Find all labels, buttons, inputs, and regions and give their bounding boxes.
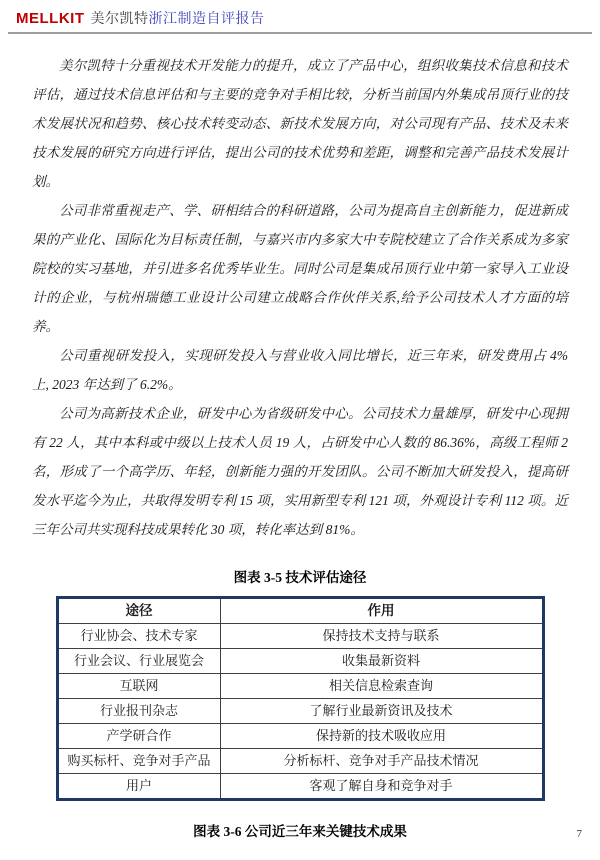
- table-cell: 保持技术支持与联系: [220, 624, 543, 649]
- table-cell: 行业会议、行业展览会: [57, 649, 220, 674]
- page-header: [8, 0, 592, 34]
- evaluation-channels-table: [56, 596, 545, 801]
- table-cell: 了解行业最新资讯及技术: [220, 699, 543, 724]
- table-caption-3-5: 图表 3-5 技术评估途径: [233, 570, 367, 585]
- table-cell: 相关信息检索查询: [220, 674, 543, 699]
- table-row: [57, 724, 543, 749]
- table-cell: 客观了解自身和竞争对手: [220, 774, 543, 800]
- table-cell: 行业协会、技术专家: [57, 624, 220, 649]
- table-cell: 互联网: [57, 674, 220, 699]
- body-paragraph-3: 公司重视研发投入，实现研发投入与营业收入同比增长，近三年来，研发费用占 4%上, 2023 年达到了 6.2%。: [32, 348, 568, 392]
- body-paragraph-1: 美尔凯特十分重视技术开发能力的提升，成立了产品中心，组织收集技术信息和技术评估，通过技术信息评估和与主要的竞争对手相比较，分析当前国内外集成吊顶行业的技术发展状况和趋势、核心技术转变动态、新技术发展方向，对公司现有产品、技术及未来技术发展的研究方向进行评估，提出公司的技术优势和差距，调整和完善产品技术发展计划。: [32, 58, 568, 189]
- page-number: 7: [576, 828, 582, 840]
- table-cell: 分析标杆、竞争对手产品技术情况: [220, 749, 543, 774]
- header-title-name: 美尔凯特: [90, 12, 149, 27]
- table-header-row: [57, 598, 543, 624]
- table-row: [57, 674, 543, 699]
- column-header-function: 作用: [220, 598, 543, 624]
- brand-logo-text: MELLKIT: [16, 10, 85, 27]
- table-row: [57, 624, 543, 649]
- table-cell: 用户: [57, 774, 220, 800]
- table-row: [57, 749, 543, 774]
- body-paragraph-2: 公司非常重视走产、学、研相结合的科研道路，公司为提高自主创新能力，促进新成果的产业化、国际化为目标责任制，与嘉兴市内多家大中专院校建立了合作关系成为多家院校的实习基地，并引进多名优秀毕业生。同时公司是集成吊顶行业中第一家导入工业设计的企业，与杭州瑞德工业设计公司建立战略合作伙伴关系,给予公司技术人才方面的培养。: [32, 203, 568, 334]
- table-row: [57, 699, 543, 724]
- table-cell: 购买标杆、竞争对手产品: [57, 749, 220, 774]
- header-title-suffix: 浙江制造自评报告: [148, 12, 265, 27]
- table-cell: 行业报刊杂志: [57, 699, 220, 724]
- table-row: [57, 774, 543, 800]
- column-header-channel: 途径: [57, 598, 220, 624]
- table-row: [57, 649, 543, 674]
- table-cell: 保持新的技术吸收应用: [220, 724, 543, 749]
- document-body: [32, 34, 568, 840]
- table-caption-3-6: 图表 3-6 公司近三年来关键技术成果: [193, 824, 407, 839]
- table-cell: 产学研合作: [57, 724, 220, 749]
- table-cell: 收集最新资料: [220, 649, 543, 674]
- body-paragraph-4: 公司为高新技术企业，研发中心为省级研发中心。公司技术力量雄厚，研发中心现拥有 22 人，其中本科或中级以上技术人员 19 人，占研发中心人数的 86.36%，高级工程师 2 名，形成了一个高学历、年轻，创新能力强的开发团队。公司不断加大研发投入，提高研发水平迄今为止，共取得发明专利 15 项，实用新型专利 121 项，外观设计专利 112 项。近三年公司共实现科技成果转化 30 项，转化率达到 81%。: [32, 406, 568, 537]
